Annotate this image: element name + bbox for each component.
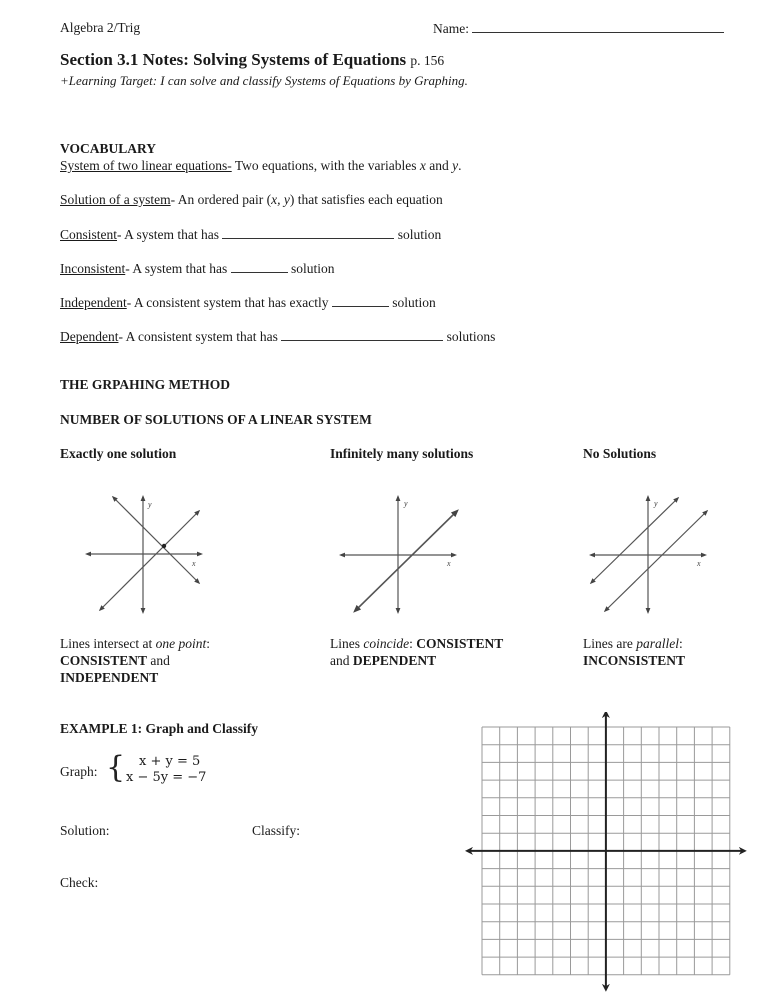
consistent-blank[interactable] bbox=[222, 226, 394, 239]
page-reference: p. 156 bbox=[410, 53, 445, 68]
caption-emphasis: parallel bbox=[636, 636, 679, 651]
var-y: y bbox=[452, 158, 459, 173]
caption-bold: DEPENDENT bbox=[352, 653, 437, 668]
graph-infinite-solutions bbox=[330, 485, 470, 620]
coincident-lines bbox=[356, 512, 456, 610]
vocab-def: . bbox=[458, 158, 462, 173]
line-decreasing bbox=[114, 498, 198, 582]
learning-target: +Learning Target: I can solve and classify Systems of Equations by Graphing. bbox=[60, 73, 468, 88]
graph-label: Graph: bbox=[60, 764, 98, 779]
inconsistent-blank[interactable] bbox=[231, 260, 288, 273]
name-field[interactable] bbox=[433, 20, 724, 37]
vocab-def: - A consistent system that has exactly bbox=[126, 295, 332, 310]
caption-text: Lines are bbox=[583, 636, 637, 651]
vocab-term: Independent bbox=[60, 295, 127, 310]
name-blank[interactable] bbox=[472, 20, 724, 33]
line-increasing bbox=[101, 512, 198, 609]
caption-text: and bbox=[147, 653, 170, 668]
example1-heading: EXAMPLE 1: Graph and Classify bbox=[60, 721, 259, 736]
caption-bold: CONSISTENT bbox=[60, 653, 148, 668]
y-axis-label: y bbox=[404, 499, 408, 508]
vocab-def: solution bbox=[287, 261, 335, 276]
vocab-def: solution bbox=[394, 227, 442, 242]
number-of-solutions-heading: NUMBER OF SOLUTIONS OF A LINEAR SYSTEM bbox=[60, 412, 372, 427]
parallel-line-upper bbox=[592, 499, 677, 582]
vocab-def: - A system that has bbox=[117, 227, 223, 242]
vocab-item-consistent bbox=[60, 226, 441, 243]
graph-one-solution bbox=[80, 485, 220, 620]
vocab-term: System of two linear equations- bbox=[60, 158, 232, 173]
x-axis-label: x bbox=[192, 559, 196, 568]
caption-bold: CONSISTENT bbox=[416, 636, 504, 651]
equation-2: x − 5y = −7 bbox=[126, 770, 207, 785]
caption-text: and bbox=[330, 653, 353, 668]
check-label: Check: bbox=[60, 875, 99, 890]
graphing-method-heading: THE GRPAHING METHOD bbox=[60, 377, 231, 392]
vocab-item-dependent bbox=[60, 328, 495, 345]
vocab-term: Inconsistent bbox=[60, 261, 126, 276]
graph-no-solutions bbox=[580, 485, 720, 620]
var-x: x bbox=[419, 158, 426, 173]
caption-no-solutions bbox=[583, 635, 743, 669]
title-main: Section 3.1 Notes: Solving Systems of Equations bbox=[60, 50, 407, 69]
name-label: Name: bbox=[433, 21, 469, 36]
x-axis-label: x bbox=[697, 559, 701, 568]
vocabulary-heading: VOCABULARY bbox=[60, 141, 157, 156]
vocab-def: solutions bbox=[443, 329, 496, 344]
parallel-line-lower bbox=[606, 512, 706, 610]
vocab-item-solution bbox=[60, 192, 443, 208]
caption-infinite-solutions bbox=[330, 635, 560, 669]
solution-label: Solution: bbox=[60, 823, 110, 838]
coordinate-grid[interactable] bbox=[465, 712, 765, 994]
vocab-term: Dependent bbox=[60, 329, 119, 344]
caption-text: Lines intersect at bbox=[60, 636, 156, 651]
vocab-def: and bbox=[425, 158, 453, 173]
caption-emphasis: one point bbox=[155, 636, 207, 651]
y-axis-label: y bbox=[148, 500, 152, 509]
independent-blank[interactable] bbox=[332, 294, 389, 307]
system-of-equations bbox=[126, 754, 206, 786]
case-heading-infinite-solutions: Infinitely many solutions bbox=[330, 446, 474, 461]
caption-bold: INDEPENDENT bbox=[60, 670, 159, 685]
vocab-def: ) that satisfies each equation bbox=[289, 192, 443, 207]
equation-1: x + y = 5 bbox=[139, 754, 201, 769]
x-axis-label: x bbox=[447, 559, 451, 568]
caption-text: : bbox=[678, 636, 683, 651]
vocab-def: - A system that has bbox=[125, 261, 231, 276]
vocab-term: Solution of a system bbox=[60, 192, 171, 207]
y-axis-label: y bbox=[654, 499, 658, 508]
caption-text: Lines bbox=[330, 636, 364, 651]
case-heading-no-solutions: No Solutions bbox=[583, 446, 657, 461]
vocab-def: - An ordered pair ( bbox=[170, 192, 272, 207]
vocab-def: solution bbox=[388, 295, 436, 310]
vocab-def: Two equations, with the variables bbox=[231, 158, 420, 173]
ordered-pair: x, y bbox=[271, 192, 290, 207]
caption-emphasis: coincide bbox=[363, 636, 410, 651]
vocab-item-system bbox=[60, 158, 462, 174]
caption-text: : bbox=[409, 636, 417, 651]
page-title bbox=[60, 50, 444, 70]
caption-bold: INCONSISTENT bbox=[583, 653, 686, 668]
caption-text: : bbox=[206, 636, 210, 651]
caption-one-solution bbox=[60, 635, 280, 686]
case-heading-one-solution: Exactly one solution bbox=[60, 446, 177, 461]
vocab-item-independent bbox=[60, 294, 436, 311]
course-label: Algebra 2/Trig bbox=[60, 20, 141, 35]
classify-label: Classify: bbox=[252, 823, 301, 838]
dependent-blank[interactable] bbox=[281, 328, 443, 341]
vocab-def: - A consistent system that has bbox=[118, 329, 282, 344]
vocab-item-inconsistent bbox=[60, 260, 335, 277]
intersection-point bbox=[162, 544, 166, 548]
system-brace: { bbox=[106, 750, 126, 785]
vocab-term: Consistent bbox=[60, 227, 118, 242]
